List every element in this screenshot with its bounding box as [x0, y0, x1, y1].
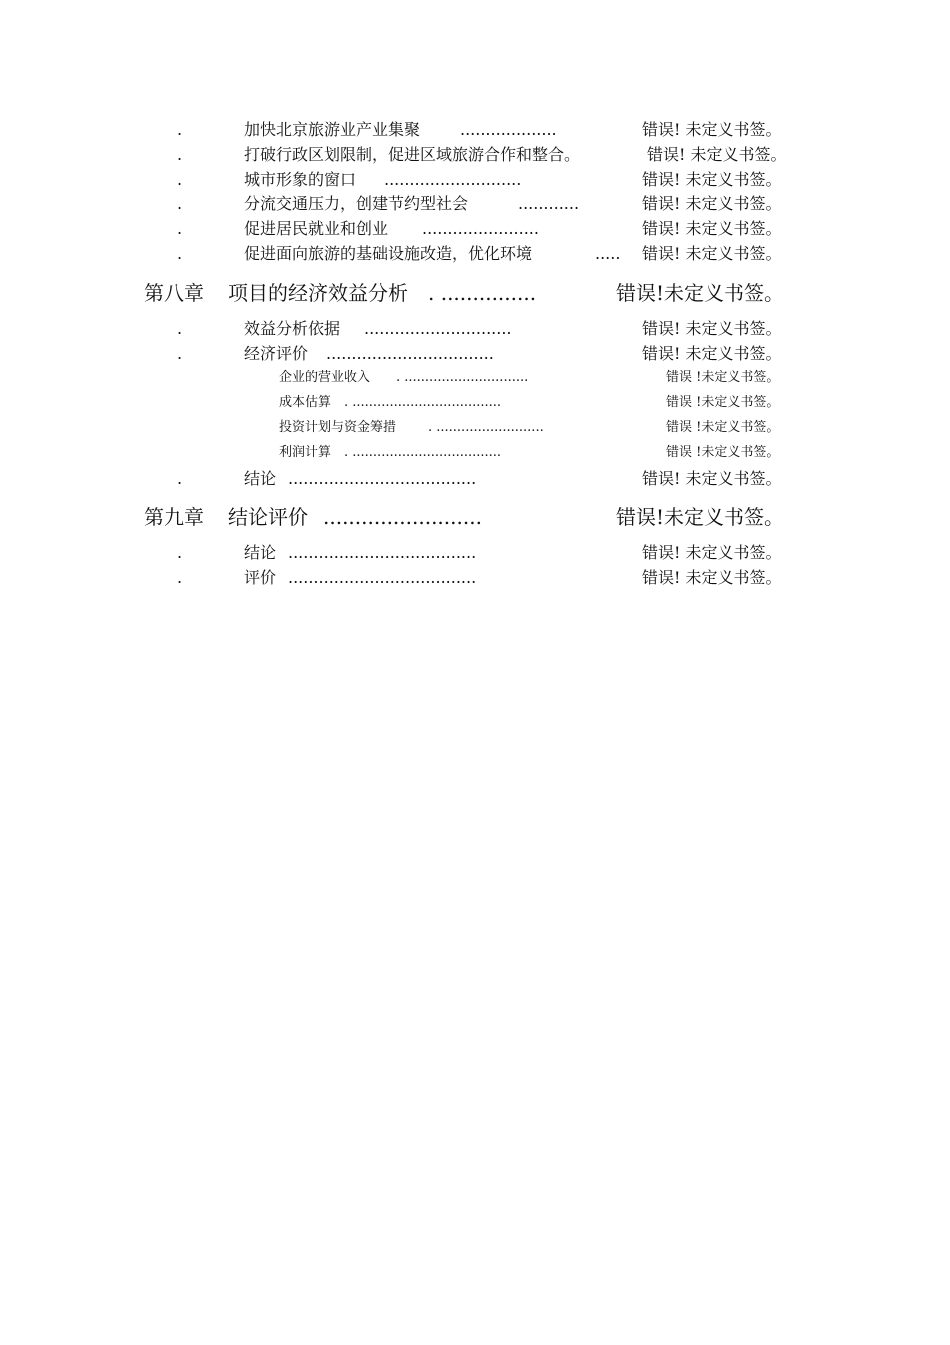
entry-title: 评价	[244, 568, 277, 587]
entry-number: .	[177, 120, 183, 139]
entry-leader: .............................	[364, 319, 512, 338]
entry-title: 结论	[244, 469, 277, 488]
entry-page: 错误! 未定义书签。	[647, 145, 787, 164]
entry-title: 分流交通压力，创建节约型社会	[244, 194, 469, 213]
chapter-title: 结论评价	[228, 505, 308, 529]
toc-entry[interactable]	[0, 542, 950, 564]
entry-leader: .................................	[326, 344, 494, 363]
entry-leader: .....................................	[288, 469, 477, 488]
entry-number: .	[177, 568, 183, 587]
toc-entry[interactable]	[0, 144, 950, 166]
entry-title: 结论	[244, 543, 277, 562]
entry-page: 错误! 未定义书签。	[642, 344, 782, 363]
entry-page: 错误! 未定义书签。	[642, 543, 782, 562]
entry-page: 错误! 未定义书签。	[642, 244, 782, 263]
entry-number: .	[177, 319, 183, 338]
toc-subentry[interactable]	[0, 394, 950, 412]
entry-leader: ...................	[460, 120, 557, 139]
subentry-page: 错误 !未定义书签。	[666, 370, 780, 385]
entry-leader: .....	[595, 244, 621, 263]
subentry-title: 成本估算	[279, 395, 332, 410]
entry-title: 城市形象的窗口	[244, 170, 357, 189]
entry-page: 错误! 未定义书签。	[642, 194, 782, 213]
entry-leader: .....................................	[288, 543, 477, 562]
entry-number: .	[177, 469, 183, 488]
entry-page: 错误! 未定义书签。	[642, 319, 782, 338]
subentry-leader: . ....................................	[344, 445, 502, 460]
entry-leader: ............	[518, 194, 580, 213]
toc-entry[interactable]	[0, 169, 950, 191]
toc-entry[interactable]	[0, 567, 950, 589]
toc-chapter-entry[interactable]	[0, 503, 950, 531]
subentry-leader: . ..............................	[396, 370, 529, 385]
toc-chapter-entry[interactable]	[0, 279, 950, 307]
toc-entry[interactable]	[0, 218, 950, 240]
entry-title: 效益分析依据	[244, 319, 341, 338]
chapter-page: 错误!未定义书签。	[616, 505, 785, 529]
subentry-page: 错误 !未定义书签。	[666, 445, 780, 460]
subentry-title: 企业的营业收入	[279, 370, 371, 385]
entry-title: 经济评价	[244, 344, 309, 363]
toc-entry[interactable]	[0, 318, 950, 340]
entry-title: 促进居民就业和创业	[244, 219, 389, 238]
entry-number: .	[177, 194, 183, 213]
toc-subentry[interactable]	[0, 369, 950, 387]
subentry-title: 投资计划与资金筹措	[279, 420, 397, 435]
entry-number: .	[177, 170, 183, 189]
toc-subentry[interactable]	[0, 444, 950, 462]
entry-number: .	[177, 219, 183, 238]
entry-number: .	[177, 344, 183, 363]
entry-leader: .....................................	[288, 568, 477, 587]
toc-entry[interactable]	[0, 119, 950, 141]
entry-page: 错误! 未定义书签。	[642, 219, 782, 238]
toc-subentry[interactable]	[0, 419, 950, 437]
toc-entry[interactable]	[0, 343, 950, 365]
entry-page: 错误! 未定义书签。	[642, 568, 782, 587]
entry-page: 错误! 未定义书签。	[642, 469, 782, 488]
subentry-leader: . ....................................	[344, 395, 502, 410]
subentry-leader: . ..........................	[428, 420, 544, 435]
toc-entry[interactable]	[0, 468, 950, 490]
chapter-title: 项目的经济效益分析	[228, 281, 408, 305]
entry-number: .	[177, 244, 183, 263]
entry-page: 错误! 未定义书签。	[642, 120, 782, 139]
entry-leader: ...........................	[384, 170, 522, 189]
entry-number: .	[177, 145, 183, 164]
entry-title: 加快北京旅游业产业集聚	[244, 120, 421, 139]
chapter-page: 错误!未定义书签。	[616, 281, 785, 305]
entry-leader: .......................	[422, 219, 539, 238]
toc-entry[interactable]	[0, 243, 950, 265]
subentry-page: 错误 !未定义书签。	[666, 395, 780, 410]
entry-page: 错误! 未定义书签。	[642, 170, 782, 189]
subentry-title: 利润计算	[279, 445, 332, 460]
chapter-number: 第九章	[144, 505, 204, 529]
toc-entry[interactable]	[0, 193, 950, 215]
entry-title: 促进面向旅游的基础设施改造，优化环境	[244, 244, 533, 263]
entry-number: .	[177, 543, 183, 562]
chapter-number: 第八章	[144, 281, 204, 305]
subentry-page: 错误 !未定义书签。	[666, 420, 780, 435]
chapter-leader: .........................	[323, 505, 482, 529]
chapter-leader: . ...............	[428, 281, 537, 305]
entry-title: 打破行政区划限制，促进区域旅游合作和整合。	[244, 145, 581, 164]
